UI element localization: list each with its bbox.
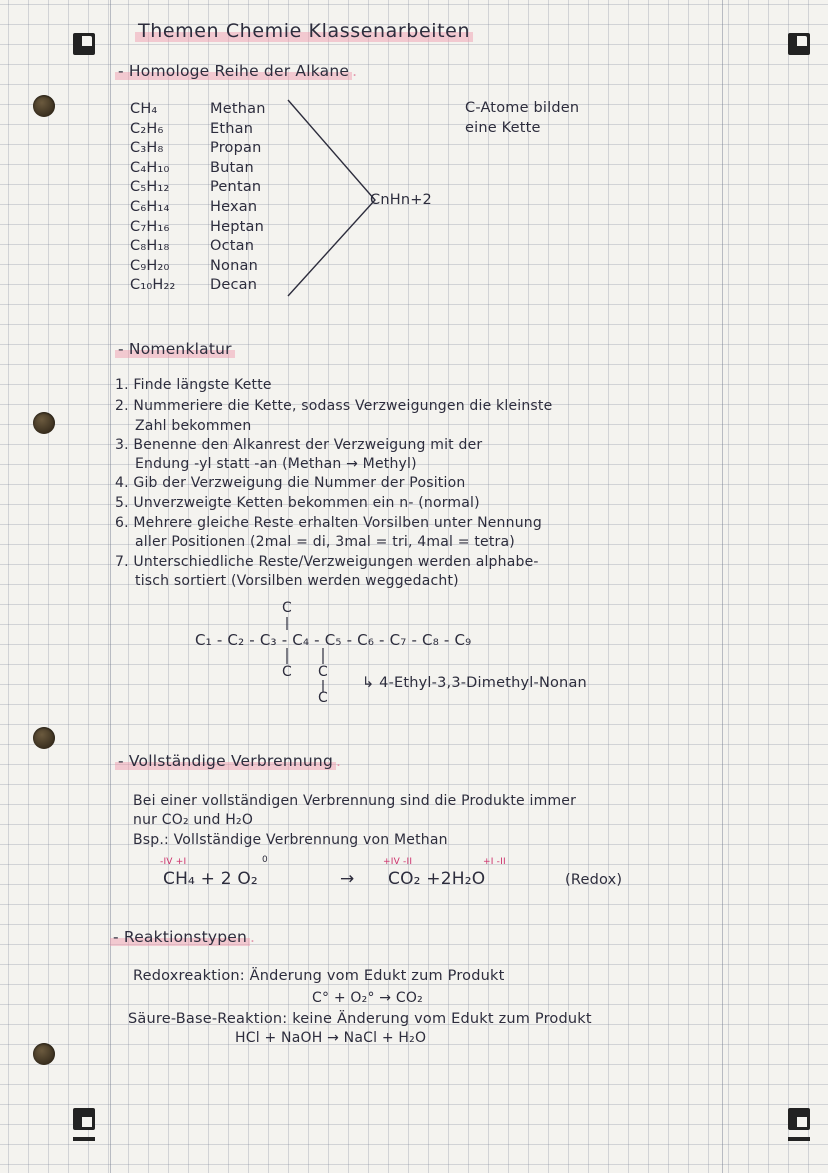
reaction-arrow-icon: → xyxy=(340,869,355,889)
acid-base-reaction-label: Säure-Base-Reaktion: keine Änderung vom Edukt zum Produkt xyxy=(128,1011,592,1027)
alkane-formula: CH₄ xyxy=(130,101,158,117)
alkane-name: Decan xyxy=(210,277,258,294)
section-heading-alkanes: - Homologe Reihe der Alkane . xyxy=(115,62,357,80)
acid-base-reaction-equation: HCl + NaOH → NaCl + H₂O xyxy=(235,1030,427,1046)
rule-line: 7. Unterschiedliche Reste/Verzweigungen werden alphabe- xyxy=(115,554,539,570)
section-heading-reactions: - Reaktionstypen . xyxy=(110,928,255,946)
alkane-name: Methan xyxy=(210,101,266,117)
alkane-name: Nonan xyxy=(210,257,258,274)
section-heading-combustion: - Vollständige Verbrennung . xyxy=(115,752,341,770)
section-heading-alkanes-text: - Homologe Reihe der Alkane xyxy=(115,62,352,80)
redox-note: (Redox) xyxy=(565,872,623,888)
oxidation-number-h2o: +I -II xyxy=(483,857,506,867)
branch-carbon-c4-ext: C xyxy=(318,690,328,706)
combustion-equation-left: CH₄ + 2 O₂ xyxy=(163,869,258,889)
rule-line: Endung -yl statt -an (Methan → Methyl) xyxy=(135,456,417,472)
branch-carbon-c4: C xyxy=(318,664,328,680)
combustion-text-line2: nur CO₂ und H₂O xyxy=(133,812,254,828)
alkane-formula: C₄H₁₀ xyxy=(130,159,170,176)
alkane-formula: C₅H₁₂ xyxy=(130,179,170,196)
rule-line: 4. Gib der Verzweigung die Nummer der Position xyxy=(115,475,466,491)
alkane-name: Propan xyxy=(210,140,262,157)
section-heading-reactions-text: - Reaktionstypen xyxy=(110,928,250,946)
alkane-name: Heptan xyxy=(210,218,264,235)
alkane-formula: C₂H₆ xyxy=(130,120,164,137)
redox-reaction-label: Redoxreaktion: Änderung vom Edukt zum Produkt xyxy=(133,968,505,984)
rule-line: tisch sortiert (Vorsilben werden weggedacht) xyxy=(135,573,459,589)
alkane-name: Butan xyxy=(210,159,254,176)
alkane-name: Hexan xyxy=(210,198,258,215)
rule-line: 2. Nummeriere die Kette, sodass Verzweigungen die kleinste xyxy=(115,398,553,414)
alkane-formula: C₈H₁₈ xyxy=(130,238,170,255)
rule-line: 3. Benenne den Alkanrest der Verzweigung mit der xyxy=(115,437,483,453)
combustion-equation-right: CO₂ +2H₂O xyxy=(388,869,486,889)
redox-reaction-equation: C° + O₂° → CO₂ xyxy=(312,990,423,1006)
general-formula: CnHn+2 xyxy=(370,192,432,208)
alkane-formula: C₃H₈ xyxy=(130,140,164,157)
rule-line: 5. Unverzweigte Ketten bekommen ein n- (normal) xyxy=(115,495,480,511)
oxidation-number-co2: +IV -II xyxy=(383,857,413,867)
branch-carbon-c3: C xyxy=(282,664,292,680)
page-title-text: Themen Chemie Klassenarbeiten xyxy=(135,20,473,42)
section-heading-combustion-text: - Vollständige Verbrennung xyxy=(115,752,336,770)
alkane-name: Ethan xyxy=(210,120,254,137)
combustion-example-label: Bsp.: Vollständige Verbrennung von Methan xyxy=(133,832,448,848)
oxidation-number-ch4: -IV +I xyxy=(160,857,187,867)
rule-line: Zahl bekommen xyxy=(135,418,252,434)
rule-line: 1. Finde längste Kette xyxy=(115,377,272,393)
note-chain-line1: C-Atome bilden xyxy=(465,100,580,116)
main-carbon-chain: C₁ - C₂ - C₃ - C₄ - C₅ - C₆ - C₇ - C₈ - C₉ xyxy=(195,631,472,649)
alkane-formula: C₇H₁₆ xyxy=(130,218,170,235)
rule-line: aller Positionen (2mal = di, 3mal = tri, 4mal = tetra) xyxy=(135,534,515,550)
alkane-formula: C₉H₂₀ xyxy=(130,257,170,274)
alkane-formula: C₆H₁₄ xyxy=(130,198,170,215)
alkane-formula: C₁₀H₂₂ xyxy=(130,277,176,294)
note-chain-line2: eine Kette xyxy=(465,120,541,136)
oxidation-number-o2: 0 xyxy=(262,855,268,865)
example-result-name: ↳ 4-Ethyl-3,3-Dimethyl-Nonan xyxy=(362,675,587,691)
alkane-name: Pentan xyxy=(210,179,262,196)
combustion-text-line1: Bei einer vollständigen Verbrennung sind die Produkte immer xyxy=(133,793,577,809)
alkane-name: Octan xyxy=(210,238,255,255)
rule-line: 6. Mehrere gleiche Reste erhalten Vorsilben unter Nennung xyxy=(115,515,542,531)
branch-carbon-top: C xyxy=(282,600,292,616)
section-heading-nomenclature-text: - Nomenklatur xyxy=(115,340,235,358)
